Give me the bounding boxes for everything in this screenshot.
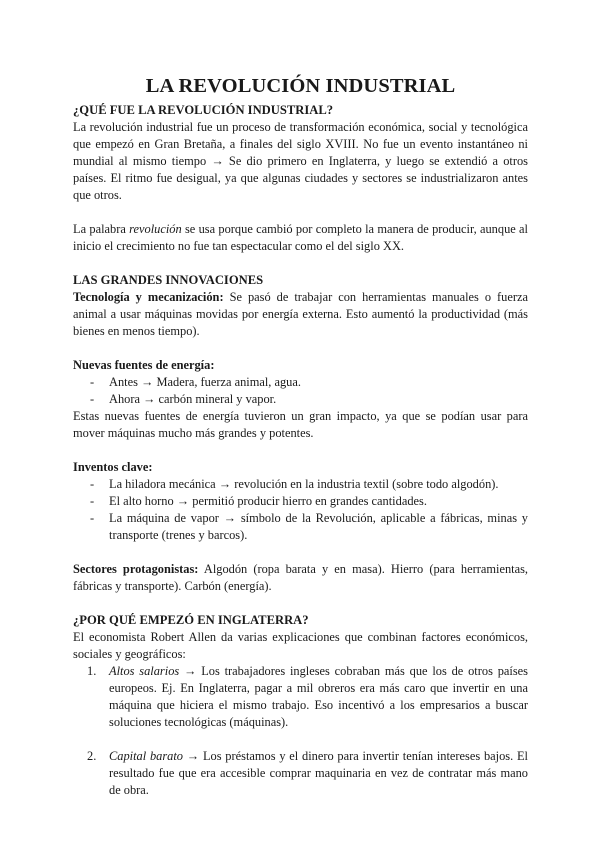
spacer	[73, 731, 528, 748]
label-sectors: Sectores protagonistas:	[73, 562, 199, 576]
paragraph-sectors	[73, 561, 528, 595]
list-item-text: La hiladora mecánica → revolución en la industria textil (sobre todo algodón).	[109, 477, 499, 491]
spacer	[73, 595, 528, 612]
italic-word: revolución	[129, 222, 182, 236]
spacer	[73, 204, 528, 221]
list-item	[73, 493, 528, 510]
text-run: Algodón (ropa barata y en masa). Hierro (para herramientas, fábricas y transporte). Carbón (energía).	[73, 562, 529, 593]
list-item-text: Antes → Madera, fuerza animal, agua.	[109, 375, 301, 389]
dash-bullet: -	[90, 477, 95, 491]
list-item	[73, 748, 528, 799]
list-number: 2.	[87, 749, 97, 763]
dash-bullet: -	[90, 511, 95, 525]
paragraph-word-meaning	[73, 221, 528, 255]
text-run: La palabra	[73, 222, 130, 236]
section-heading-what: ¿QUÉ FUE LA REVOLUCIÓN INDUSTRIAL?	[73, 103, 334, 117]
inventions-list	[73, 476, 528, 544]
paragraph-allen-intro: El economista Robert Allen da varias explicaciones que combinan factores económicos, sociales y geográficos:	[73, 630, 528, 661]
reason-label: Altos salarios	[109, 664, 180, 678]
text-run: Se pasó de trabajar con herramientas manuales o fuerza animal a usar máquinas movidas por energía externa. Esto aumentó la productividad (más bienes en menos tiempo).	[73, 290, 528, 338]
dash-bullet: -	[90, 392, 95, 406]
list-number: 1.	[87, 664, 97, 678]
text-run: se usa porque cambió por completo la manera de producir, aunque al inicio el crecimiento no fue tan espectacular como el del siglo XX.	[73, 222, 529, 253]
spacer	[73, 544, 528, 561]
list-item	[73, 476, 528, 493]
list-item	[73, 510, 528, 544]
reasons-list	[73, 748, 528, 799]
page-title: LA REVOLUCIÓN INDUSTRIAL	[145, 75, 456, 97]
label-technology: Tecnología y mecanización:	[73, 290, 224, 304]
dash-bullet: -	[90, 375, 95, 389]
reasons-list	[73, 663, 528, 731]
section-heading-why-england: ¿POR QUÉ EMPEZÓ EN INGLATERRA?	[73, 613, 309, 627]
spacer	[73, 340, 528, 357]
list-item-text: El alto horno → permitió producir hierro en grandes cantidades.	[109, 494, 427, 508]
label-energy: Nuevas fuentes de energía:	[73, 358, 215, 372]
paragraph-energy-impact: Estas nuevas fuentes de energía tuvieron un gran impacto, ya que se podían usar para mover máquinas mucho más grandes y potentes.	[73, 409, 528, 440]
dash-bullet: -	[90, 494, 95, 508]
energy-list	[73, 374, 528, 408]
list-item-text: Ahora → carbón mineral y vapor.	[109, 392, 277, 406]
spacer	[73, 255, 528, 272]
reason-text: → Los trabajadores ingleses cobraban más que los de otros países europeos. Ej. En Inglaterra, pagar a mil obreros era más caro que invertir en una máquina que hiciera el mismo trabajo. Eso incentivó a los empresarios a buscar soluciones tecnológicas (máquinas).	[109, 664, 528, 729]
paragraph-definition: La revolución industrial fue un proceso de transformación económica, social y tecnológica que empezó en Gran Bretaña, a finales del siglo XVIII. No fue un evento instantáneo ni mundial al mismo tiempo → Se dio primero en Inglaterra, y luego se extendió a otros países. El ritmo fue desigual, ya que algunas ciudades y sectores se industrializaron antes que otros.	[73, 120, 528, 202]
list-item	[73, 663, 528, 731]
label-inventions: Inventos clave:	[73, 460, 153, 474]
reason-text: → Los préstamos y el dinero para invertir tenían intereses bajos. El resultado fue que era accesible comprar maquinaria en vez de contratar más mano de obra.	[109, 749, 528, 797]
list-item-text: La máquina de vapor → símbolo de la Revolución, aplicable a fábricas, minas y transporte (trenes y barcos).	[109, 511, 528, 542]
paragraph-technology	[73, 289, 528, 340]
section-heading-innovations: LAS GRANDES INNOVACIONES	[73, 273, 264, 287]
spacer	[73, 442, 528, 459]
document-page	[73, 74, 528, 799]
reason-label: Capital barato	[109, 749, 183, 763]
list-item	[73, 374, 528, 391]
list-item	[73, 391, 528, 408]
